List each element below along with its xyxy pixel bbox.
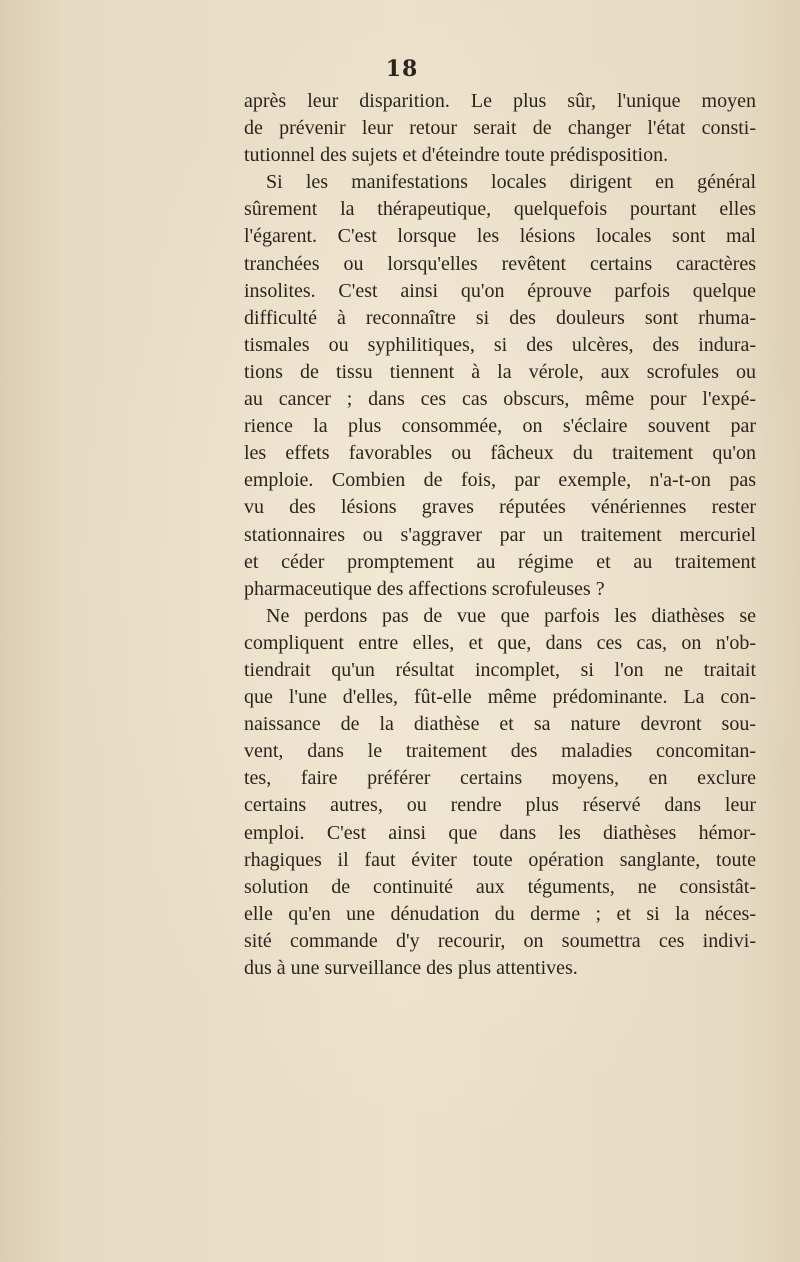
body-text <box>244 88 756 982</box>
text-line: solution de continuité aux téguments, ne consistât- <box>244 875 756 898</box>
text-line: pharmaceutique des affections scrofuleuses ? <box>244 577 605 600</box>
page-number: 18 <box>385 56 419 82</box>
text-line: emploie. Combien de fois, par exemple, n'a-t-on pas <box>244 469 756 492</box>
text-line: sûrement la thérapeutique, quelquefois pourtant elles <box>244 198 756 221</box>
text-line: emploi. C'est ainsi que dans les diathèses hémor- <box>244 821 756 844</box>
text-line: de prévenir leur retour serait de changer l'état consti- <box>244 117 756 140</box>
text-line: tranchées ou lorsqu'elles revêtent certains caractères <box>244 252 756 275</box>
text-line: rhagiques il faut éviter toute opération sanglante, toute <box>244 848 756 871</box>
text-line: et céder promptement au régime et au traitement <box>244 550 756 573</box>
text-line: au cancer ; dans ces cas obscurs, même pour l'expé- <box>244 388 756 411</box>
text-line: difficulté à reconnaître si des douleurs sont rhuma- <box>244 306 756 329</box>
text-line: tiendrait qu'un résultat incomplet, si l'on ne traitait <box>244 658 756 681</box>
text-line: tutionnel des sujets et d'éteindre toute prédisposition. <box>244 144 669 167</box>
text-line: vu des lésions graves réputées vénériennes rester <box>244 496 756 519</box>
text-line: tismales ou syphilitiques, si des ulcères, des indura- <box>244 333 756 356</box>
text-line: stationnaires ou s'aggraver par un traitement mercuriel <box>244 523 756 546</box>
text-line: naissance de la diathèse et sa nature devront sou- <box>244 713 756 736</box>
text-line: insolites. C'est ainsi qu'on éprouve parfois quelque <box>244 279 756 302</box>
text-line: l'égarent. C'est lorsque les lésions locales sont mal <box>244 225 756 248</box>
text-line: dus à une surveillance des plus attentives. <box>244 957 578 979</box>
text-line: les effets favorables ou fâcheux du traitement qu'on <box>244 442 756 465</box>
text-line: Si les manifestations locales dirigent en général <box>266 171 756 194</box>
text-line: Ne perdons pas de vue que parfois les diathèses se <box>266 604 756 627</box>
text-line: rience la plus consommée, on s'éclaire souvent par <box>244 415 756 438</box>
text-line: que l'une d'elles, fût-elle même prédominante. La con- <box>244 686 756 709</box>
text-line: tions de tissu tiennent à la vérole, aux scrofules ou <box>244 360 756 383</box>
text-line: compliquent entre elles, et que, dans ces cas, on n'ob- <box>244 631 756 654</box>
text-line: après leur disparition. Le plus sûr, l'unique moyen <box>244 90 756 112</box>
text-line: certains autres, ou rendre plus réservé dans leur <box>244 794 756 817</box>
text-line: tes, faire préférer certains moyens, en exclure <box>244 767 756 790</box>
text-line: sité commande d'y recourir, on soumettra ces indivi- <box>244 929 756 952</box>
text-line: vent, dans le traitement des maladies concomitan- <box>244 740 756 763</box>
text-line: elle qu'en une dénudation du derme ; et si la néces- <box>244 902 756 925</box>
